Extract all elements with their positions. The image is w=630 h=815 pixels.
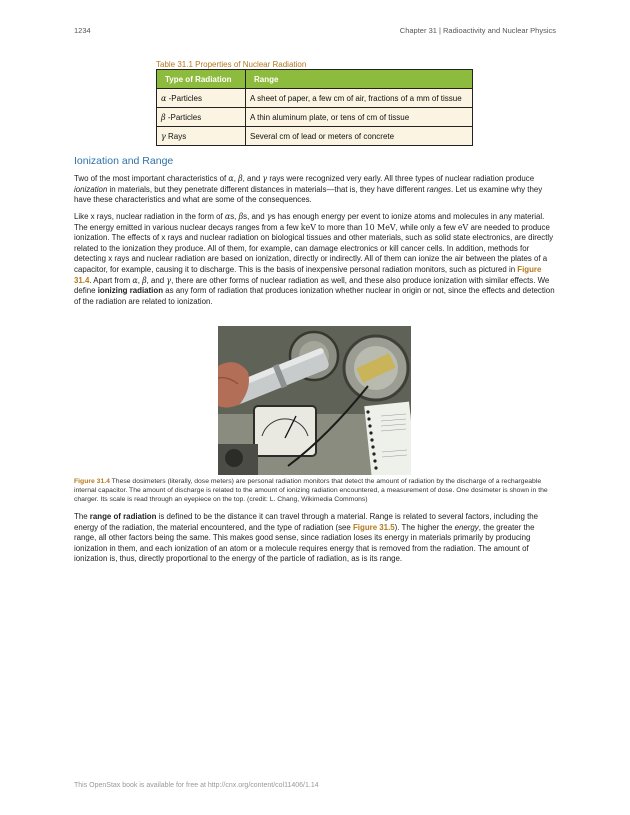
figure-label: Figure 31.4: [74, 478, 110, 485]
gamma-symbol: γ: [161, 131, 166, 141]
alpha-symbol: α: [132, 275, 138, 285]
figure-31-5-link[interactable]: Figure 31.5: [352, 522, 395, 532]
kev-unit: keV: [300, 222, 316, 232]
paragraph-range: The range of radiation is defined to be the distance it can travel through a material. Range is related to several factors, including the energy of the radiation, the material encountered, and the type of radiation (see Figure 31.5). The higher the energy, the greater the range, all other factors being the same. This makes good sense, since radiation loses its energy in materials primarily by producing ionization in them, and each ionization of an atom or a molecule requires energy that is removed from the radiation. The amount of ionization is, thus, directly proportional to the energy of the particle of radiation, as is its range.: [74, 512, 539, 564]
dosimeter-photo: [218, 326, 411, 475]
beta-symbol: β: [238, 212, 244, 221]
ev-unit: eV: [457, 222, 469, 232]
radiation-type-cell: [157, 127, 246, 146]
page-number: 1234: [74, 26, 91, 35]
column-header: Range: [246, 70, 473, 89]
figure-31-4-link[interactable]: Figure 31.4: [74, 264, 542, 285]
table-header-row: [157, 70, 473, 89]
chapter-header: Chapter 31 | Radioactivity and Nuclear Physics: [399, 26, 556, 35]
table-row: [157, 89, 473, 108]
gamma-symbol: γ: [166, 275, 172, 285]
alpha-symbol: α: [161, 93, 167, 103]
gamma-symbol: γ: [262, 174, 268, 183]
table-row: [157, 127, 473, 146]
radiation-table: [156, 69, 473, 146]
range-cell: A sheet of paper, a few cm of air, fractions of a mm of tissue: [246, 89, 473, 108]
paragraph-intro: Two of the most important characteristics of α, β, and γ rays were recognized very early. All three types of nuclear radiation produce ionization in materials, but they penetrate different distances in materials—that is, they have different ranges. Let us examine why they have these characteristics and what are some of the consequences.: [74, 174, 543, 205]
alpha-symbol: α: [224, 212, 231, 221]
page-footer: This OpenStax book is available for free at http://cnx.org/content/col11406/1.14: [74, 782, 319, 789]
radiation-type-label: Rays: [168, 131, 187, 141]
radiation-type-cell: [157, 89, 246, 108]
gamma-symbol: γ: [266, 212, 272, 221]
radiation-type-label: -Particles: [168, 93, 202, 103]
table-caption: Table 31.1 Properties of Nuclear Radiation: [156, 60, 307, 69]
paragraph-ionization: Like x rays, nuclear radiation in the form of αs, βs, and γs has enough energy per event to ionize atoms and molecules in any material. The energy emitted in various nuclear decays ranges from a few keV to more than 10 MeV, while only a few eV are needed to produce ionization. The effects of x rays and nuclear radiation on biological tissues and other materials, such as solid state electronics, are directly related to the ionization they produce. All of them, for example, can damage electronics or kill cancer cells. In addition, methods for detecting x rays and nuclear radiation are based on ionization, directly or indirectly. All of them can ionize the air between the plates of a capacitor, for example, causing it to discharge. This is the basis of inexpensive personal radiation monitors, such as pictured in Figure 31.4. Apart from α, β, and γ, there are other forms of nuclear radiation as well, and these also produce ionization with similar effects. We define ionizing radiation as any form of radiation that produces ionization whether nuclear in origin or not, since the effects and detection of the radiation are related to ionization.: [74, 212, 555, 306]
alpha-symbol: α: [228, 174, 234, 183]
beta-symbol: β: [142, 275, 147, 285]
beta-symbol: β: [161, 112, 166, 122]
radiation-type-cell: [157, 108, 246, 127]
range-cell: A thin aluminum plate, or tens of cm of tissue: [246, 108, 473, 127]
section-title: Ionization and Range: [74, 155, 174, 167]
column-header: Type of Radiation: [157, 70, 246, 89]
mev-value: 10 MeV: [364, 222, 396, 232]
figure-caption: Figure 31.4 These dosimeters (literally, dose meters) are personal radiation monitors that detect the amount of radiation by the discharge of a rechargeable internal capacitor. The amount of discharge is related to the amount of ionizing radiation encountered, a measurement of dose. One dosimeter is shown in the charger. Its scale is read through an eyepiece on the top. (credit: L. Chang, Wikimedia Commons): [74, 478, 548, 503]
radiation-type-label: -Particles: [167, 112, 202, 122]
range-cell: Several cm of lead or meters of concrete: [246, 127, 473, 146]
beta-symbol: β: [238, 174, 243, 183]
table-row: [157, 108, 473, 127]
